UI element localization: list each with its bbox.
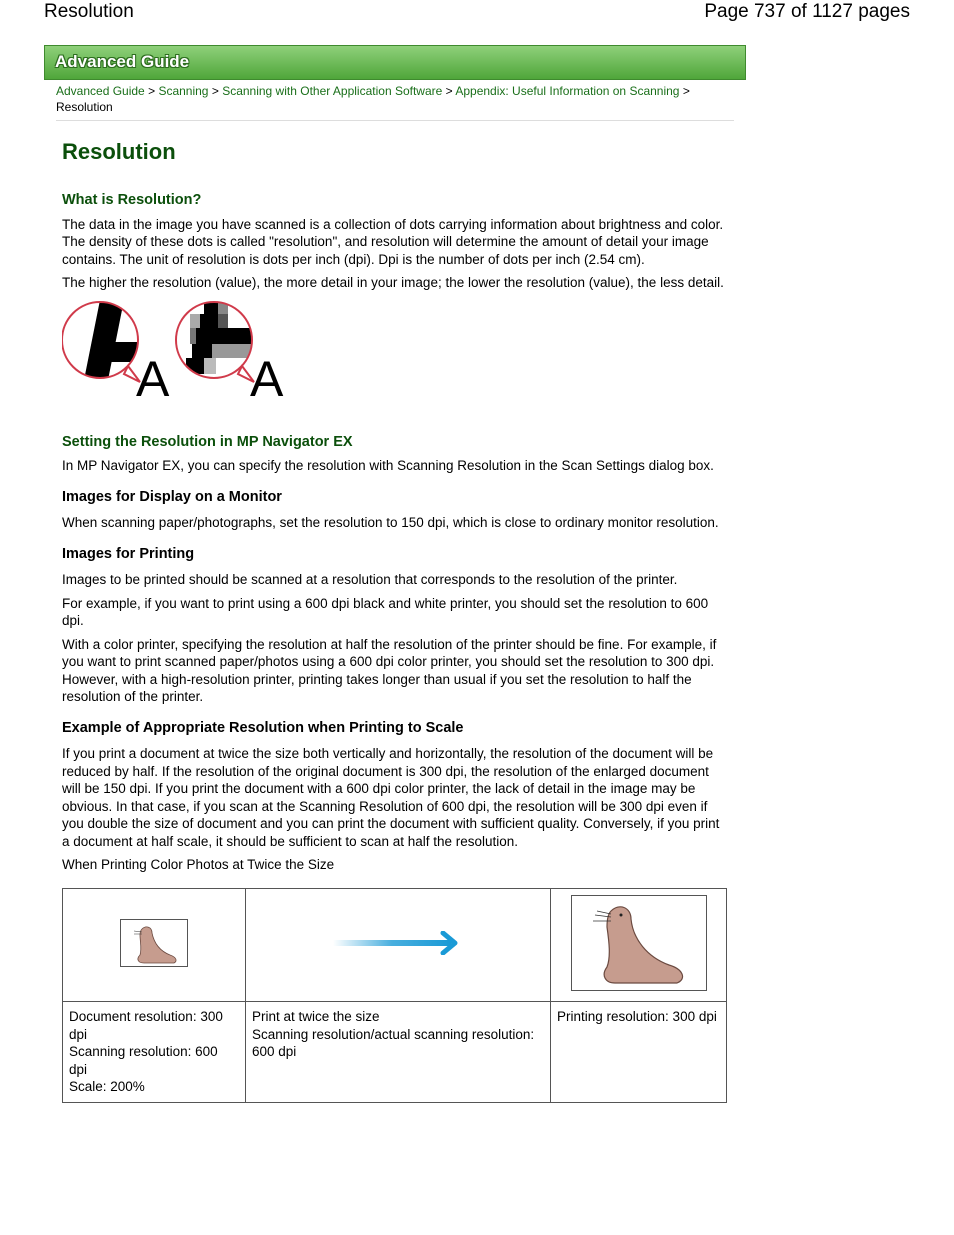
subheading-images-for-printing: Images for Printing <box>62 545 195 562</box>
subheading-display-on-monitor: Images for Display on a Monitor <box>62 488 282 505</box>
table-cell <box>551 1002 727 1103</box>
low-resolution-zoom <box>176 300 256 390</box>
paragraph: The data in the image you have scanned is a collection of dots carrying information about brightness and color. The density of these dots is called "resolution", and resolution will determine the amount of detail your image contains. The unit of resolution is dots per inch (dpi). Dpi is the number of dots per inch (2.54 cm). <box>62 216 724 267</box>
document-title: Resolution <box>44 1 134 22</box>
scale-text: Scale: 200% <box>69 1079 145 1094</box>
advanced-guide-banner <box>44 45 746 80</box>
paragraph: The higher the resolution (value), the more detail in your image; the lower the resolution (value), the less detail. <box>62 275 724 290</box>
arrow-right-icon <box>333 931 463 955</box>
banner-label: Advanced Guide <box>55 52 190 71</box>
breadcrumb <box>56 83 736 115</box>
breadcrumb-advanced-guide[interactable]: Advanced Guide <box>56 84 145 98</box>
letter-a-high-res: A <box>136 350 170 400</box>
breadcrumb-separator: > <box>148 84 156 98</box>
breadcrumb-current: Resolution <box>56 100 113 114</box>
table-row <box>63 888 727 1002</box>
breadcrumb-divider <box>56 120 734 121</box>
page-info: Page 737 of 1127 pages <box>704 1 910 22</box>
section-heading-setting-resolution: Setting the Resolution in MP Navigator EX <box>62 433 353 450</box>
resolution-zoom-illustration <box>62 300 302 400</box>
table-cell <box>63 888 246 1002</box>
resolution-example-table <box>62 888 727 1103</box>
paragraph: In MP Navigator EX, you can specify the resolution with Scanning Resolution in the Scan Settings dialog box. <box>62 458 714 473</box>
table-row <box>63 1002 727 1103</box>
document-resolution-text: Document resolution: 300 dpi <box>69 1009 223 1042</box>
breadcrumb-separator: > <box>445 84 453 98</box>
paragraph: Images to be printed should be scanned at a resolution that corresponds to the resolution of the printer. <box>62 572 678 587</box>
breadcrumb-separator: > <box>682 84 690 98</box>
table-caption: When Printing Color Photos at Twice the Size <box>62 857 335 872</box>
paragraph: If you print a document at twice the size both vertically and horizontally, the resolution of the document will be reduced by half. If the resolution of the original document is 300 dpi, the resolution of the enlarged document will be 150 dpi. If you print the document with a 600 dpi color printer, the lack of detail in the image may be obvious. In that case, if you scan at the Scanning Resolution of 600 dpi, the resolution will be 300 dpi even if you double the size of document and you can print the document with sufficient quality. Conversely, if you print a document at half scale, it should be sufficient to scan at half the resolution. <box>62 746 720 849</box>
table-cell <box>551 888 727 1002</box>
sea-lion-large-image <box>571 895 707 991</box>
actual-scanning-resolution-text: Scanning resolution/actual scanning resolution: 600 dpi <box>252 1026 535 1059</box>
paragraph: With a color printer, specifying the resolution at half the resolution of the printer should be fine. For example, if you want to print scanned paper/photos using a 600 dpi color printer, you should set the resolution to 300 dpi. However, with a high-resolution printer, printing takes longer than usual if you set the resolution to half the resolution of the printer. <box>62 636 717 704</box>
breadcrumb-appendix[interactable]: Appendix: Useful Information on Scanning <box>455 84 680 98</box>
table-cell <box>63 1002 246 1103</box>
table-cell <box>246 1002 551 1103</box>
paragraph: When scanning paper/photographs, set the resolution to 150 dpi, which is close to ordinary monitor resolution. <box>62 515 719 530</box>
resolution-illustration <box>62 300 726 412</box>
breadcrumb-separator: > <box>211 84 219 98</box>
section-heading-what-is-resolution: What is Resolution? <box>62 192 202 208</box>
main-content <box>62 138 726 1103</box>
scanning-resolution-text: Scanning resolution: 600 dpi <box>69 1044 218 1077</box>
breadcrumb-scanning[interactable]: Scanning <box>158 84 209 98</box>
page-title: Resolution <box>62 139 176 164</box>
subheading-example-printing-to-scale: Example of Appropriate Resolution when Printing to Scale <box>62 719 464 736</box>
sea-lion-small-image <box>120 919 188 967</box>
printing-resolution-text: Printing resolution: 300 dpi <box>557 1009 717 1024</box>
table-cell <box>246 888 551 1002</box>
print-size-text: Print at twice the size <box>252 1009 380 1024</box>
letter-a-low-res: A <box>250 350 284 400</box>
breadcrumb-scanning-other-software[interactable]: Scanning with Other Application Software <box>222 84 443 98</box>
paragraph: For example, if you want to print using a 600 dpi black and white printer, you should set the resolution to 600 dpi. <box>62 595 709 628</box>
